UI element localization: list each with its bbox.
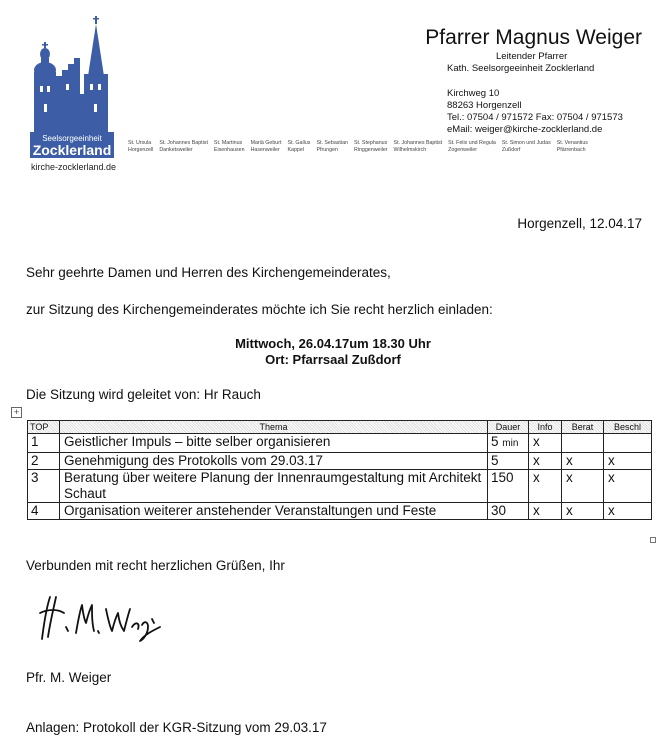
logo-line1: Seelsorgeeinheit [42, 134, 102, 143]
agenda-table [27, 420, 652, 520]
table-row [28, 434, 652, 453]
parish-saint: St. Ursula [128, 140, 152, 146]
agenda-header-row [28, 421, 652, 434]
row-beschl: x [604, 503, 652, 520]
handwritten-signature [36, 593, 166, 643]
row-dauer: 5 [488, 453, 529, 470]
table-move-handle-icon[interactable]: + [11, 407, 22, 418]
parish-saint: St. Gallus [287, 140, 311, 146]
header-info: Info [529, 421, 562, 434]
sender-unit: Kath. Seelsorgeeinheit Zocklerland [447, 63, 595, 74]
row-info: x [529, 470, 562, 503]
logo-line2: Zocklerland [32, 142, 112, 158]
parish-item [502, 140, 551, 154]
intro-text: zur Sitzung des Kirchengemeinderates möchte ich Sie recht herzlich einladen: [26, 302, 493, 317]
row-top: 2 [28, 453, 60, 470]
parish-item [214, 140, 245, 154]
parish-item [354, 140, 388, 154]
parish-place: Hasenweiler [250, 147, 280, 153]
header-top: TOP [28, 421, 60, 434]
parish-item [557, 140, 588, 154]
row-berat: x [562, 453, 604, 470]
table-row [28, 453, 652, 470]
row-berat: x [562, 470, 604, 503]
row-top: 1 [28, 434, 60, 453]
table-resize-handle-icon[interactable] [650, 537, 656, 543]
parish-saint: Mariä Geburt [250, 140, 282, 146]
parish-item [128, 140, 153, 154]
row-dauer [488, 434, 529, 453]
parish-saint: St. Martinus [213, 140, 243, 146]
row-beschl [604, 434, 652, 453]
meeting-place: Ort: Pfarrsaal Zußdorf [265, 352, 401, 367]
parish-place: Wilhelmskirch [393, 147, 427, 153]
parish-place: Zogenweiler [448, 147, 477, 153]
parish-item [159, 140, 208, 154]
header-beschl: Beschl [604, 421, 652, 434]
sender-name: Pfarrer Magnus Weiger [425, 26, 642, 49]
salutation: Sehr geehrte Damen und Herren des Kirchengemeinderates, [26, 265, 391, 280]
chair-text: Die Sitzung wird geleitet von: Hr Rauch [26, 387, 261, 402]
parish-place: Kappel [287, 147, 304, 153]
row-thema: Organisation weiterer anstehender Veranstaltungen und Feste [60, 503, 488, 520]
header-thema: Thema [60, 421, 488, 434]
parish-saint: St. Venantius [556, 140, 588, 146]
header-berat: Berat [562, 421, 604, 434]
row-thema: Geistlicher Impuls – bitte selber organisieren [60, 434, 488, 453]
attachments-text: Anlagen: Protokoll der KGR-Sitzung vom 29.03.17 [26, 720, 327, 735]
parish-saint: St. Stephanus [353, 140, 388, 146]
parish-place: Horgenzell [128, 147, 154, 153]
parish-item [394, 140, 443, 154]
row-dauer: 30 [488, 503, 529, 520]
sender-role: Leitender Pfarrer [496, 51, 568, 62]
header-dauer: Dauer [488, 421, 529, 434]
parish-saint: St. Johannes Baptist [393, 140, 443, 146]
parish-item [251, 140, 282, 154]
parish-place: Zußdorf [501, 147, 521, 153]
parish-place: Pfärrenbach [556, 147, 586, 153]
place-date: Horgenzell, 12.04.17 [517, 216, 642, 231]
row-thema: Genehmigung des Protokolls vom 29.03.17 [60, 453, 488, 470]
parish-place: Eisenhausen [213, 147, 245, 153]
parish-place: Danketsweiler [159, 147, 193, 153]
closing-text: Verbunden mit recht herzlichen Grüßen, Ihr [26, 558, 285, 573]
row-dauer: 150 [488, 470, 529, 503]
row-thema: Beratung über weitere Planung der Innenraumgestaltung mit Architekt Schaut [60, 470, 488, 503]
row-top: 4 [28, 503, 60, 520]
row-top: 3 [28, 470, 60, 503]
logo-url: kirche-zocklerland.de [31, 162, 117, 172]
row-dauer-value: 5 [491, 434, 499, 449]
row-dauer-unit: min [502, 438, 519, 449]
parish-logo [24, 14, 124, 174]
row-berat [562, 434, 604, 453]
parish-item [448, 140, 496, 154]
row-beschl: x [604, 453, 652, 470]
sender-email: eMail: weiger@kirche-zocklerland.de [447, 124, 603, 135]
table-row [28, 470, 652, 503]
parish-place: Pfrungen [316, 147, 338, 153]
row-berat: x [562, 503, 604, 520]
signature-name: Pfr. M. Weiger [26, 670, 112, 685]
row-info: x [529, 503, 562, 520]
parish-item [287, 140, 310, 154]
sender-phone: Tel.: 07504 / 971572 Fax: 07504 / 971573 [447, 112, 623, 123]
parish-saint: St. Felix und Regula [448, 140, 496, 146]
row-info: x [529, 453, 562, 470]
parish-list [128, 140, 658, 154]
sender-street: Kirchweg 10 [447, 88, 500, 99]
row-beschl: x [604, 470, 652, 503]
parish-saint: St. Simon und Judas [501, 140, 551, 146]
meeting-time: Mittwoch, 26.04.17um 18.30 Uhr [235, 336, 431, 351]
parish-item [316, 140, 348, 154]
parish-saint: St. Johannes Baptist [159, 140, 208, 146]
parish-place: Ringgenweiler [353, 147, 388, 153]
sender-city: 88263 Horgenzell [447, 100, 522, 111]
table-row [28, 503, 652, 520]
row-info: x [529, 434, 562, 453]
parish-saint: St. Sebastian [316, 140, 348, 146]
